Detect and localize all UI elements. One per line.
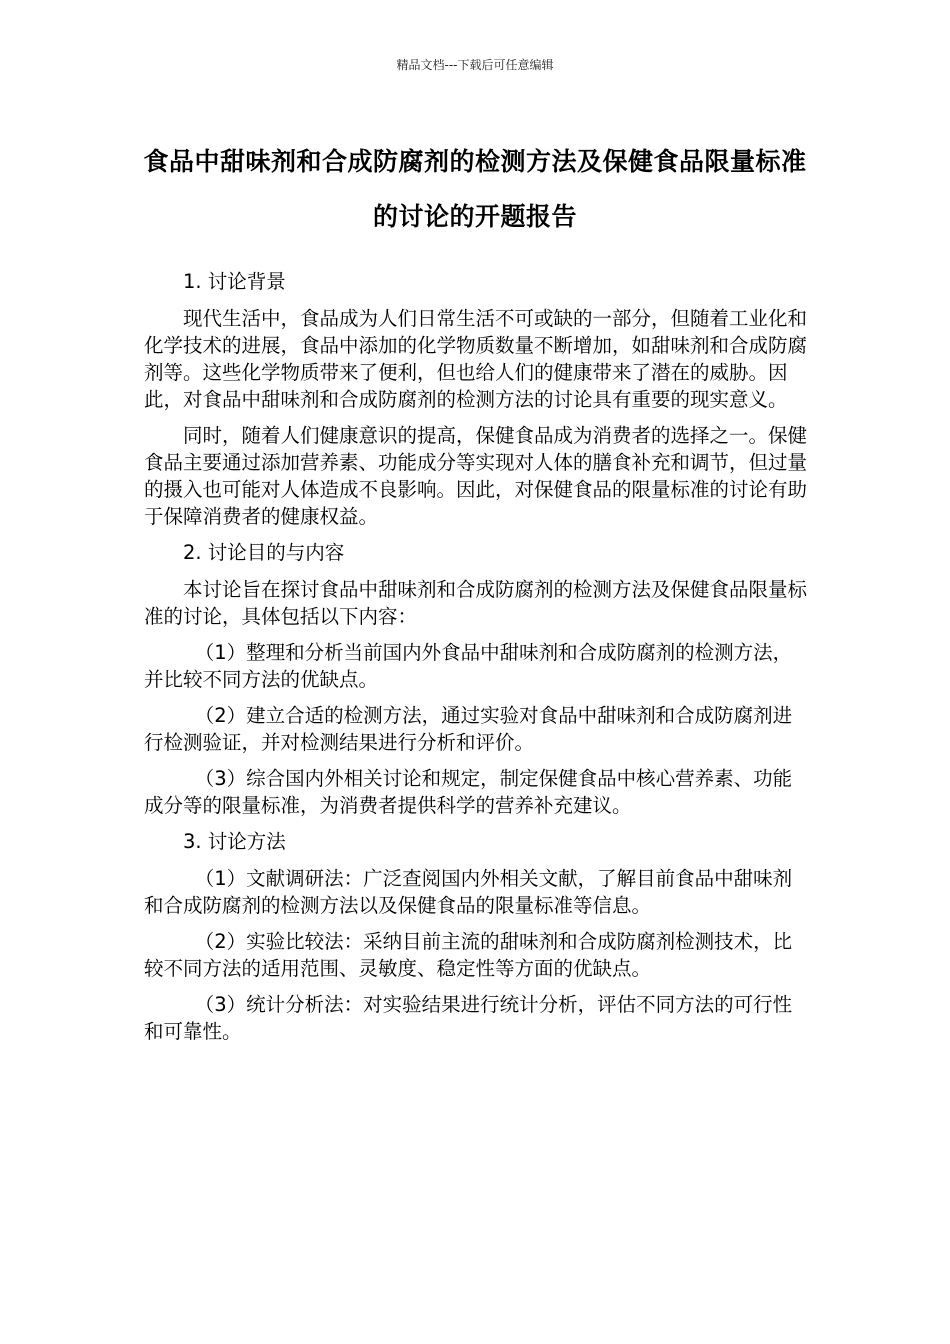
list-item: （2）实验比较法：采纳目前主流的甜味剂和合成防腐剂检测技术，比较不同方法的适用范围、灵敏度、稳定性等方面的优缺点。 [144,930,793,980]
document-title: 食品中甜味剂和合成防腐剂的检测方法及保健食品限量标准的讨论的开题报告 [143,147,807,231]
section-heading: 1. 讨论背景 [183,270,286,293]
list-item: （2）建立合适的检测方法，通过实验对食品中甜味剂和合成防腐剂进行检测验证，并对检测结果进行分析和评价。 [144,704,793,754]
paragraph: 现代生活中，食品成为人们日常生活不可或缺的一部分，但随着工业化和化学技术的进展，食品中添加的化学物质数量不断增加，如甜味剂和合成防腐剂等。这些化学物质带来了便利，但也给人们的健康带来了潜在的威胁。因此，对食品中甜味剂和合成防腐剂的检测方法的讨论具有重要的现实意义。 [144,307,808,411]
section-heading: 2. 讨论目的与内容 [183,541,345,564]
list-item: （1）整理和分析当前国内外食品中甜味剂和合成防腐剂的检测方法，并比较不同方法的优缺点。 [144,641,793,691]
list-item: （1）文献调研法：广泛查阅国内外相关文献，了解目前食品中甜味剂和合成防腐剂的检测方法以及保健食品的限量标准等信息。 [144,867,793,917]
paragraph: 本讨论旨在探讨食品中甜味剂和合成防腐剂的检测方法及保健食品限量标准的讨论，具体包括以下内容： [144,578,808,628]
section-heading: 3. 讨论方法 [183,830,286,853]
list-item: （3）综合国内外相关讨论和规定，制定保健食品中核心营养素、功能成分等的限量标准，为消费者提供科学的营养补充建议。 [144,767,793,817]
list-item: （3）统计分析法：对实验结果进行统计分析，评估不同方法的可行性和可靠性。 [144,993,793,1043]
paragraph: 同时，随着人们健康意识的提高，保健食品成为消费者的选择之一。保健食品主要通过添加营养素、功能成分等实现对人体的膳食补充和调节，但过量的摄入也可能对人体造成不良影响。因此，对保健食品的限量标准的讨论有助于保障消费者的健康权益。 [144,424,808,528]
document-body [144,268,810,1054]
page-header: 精品文档---下载后可任意编辑 [396,58,554,72]
